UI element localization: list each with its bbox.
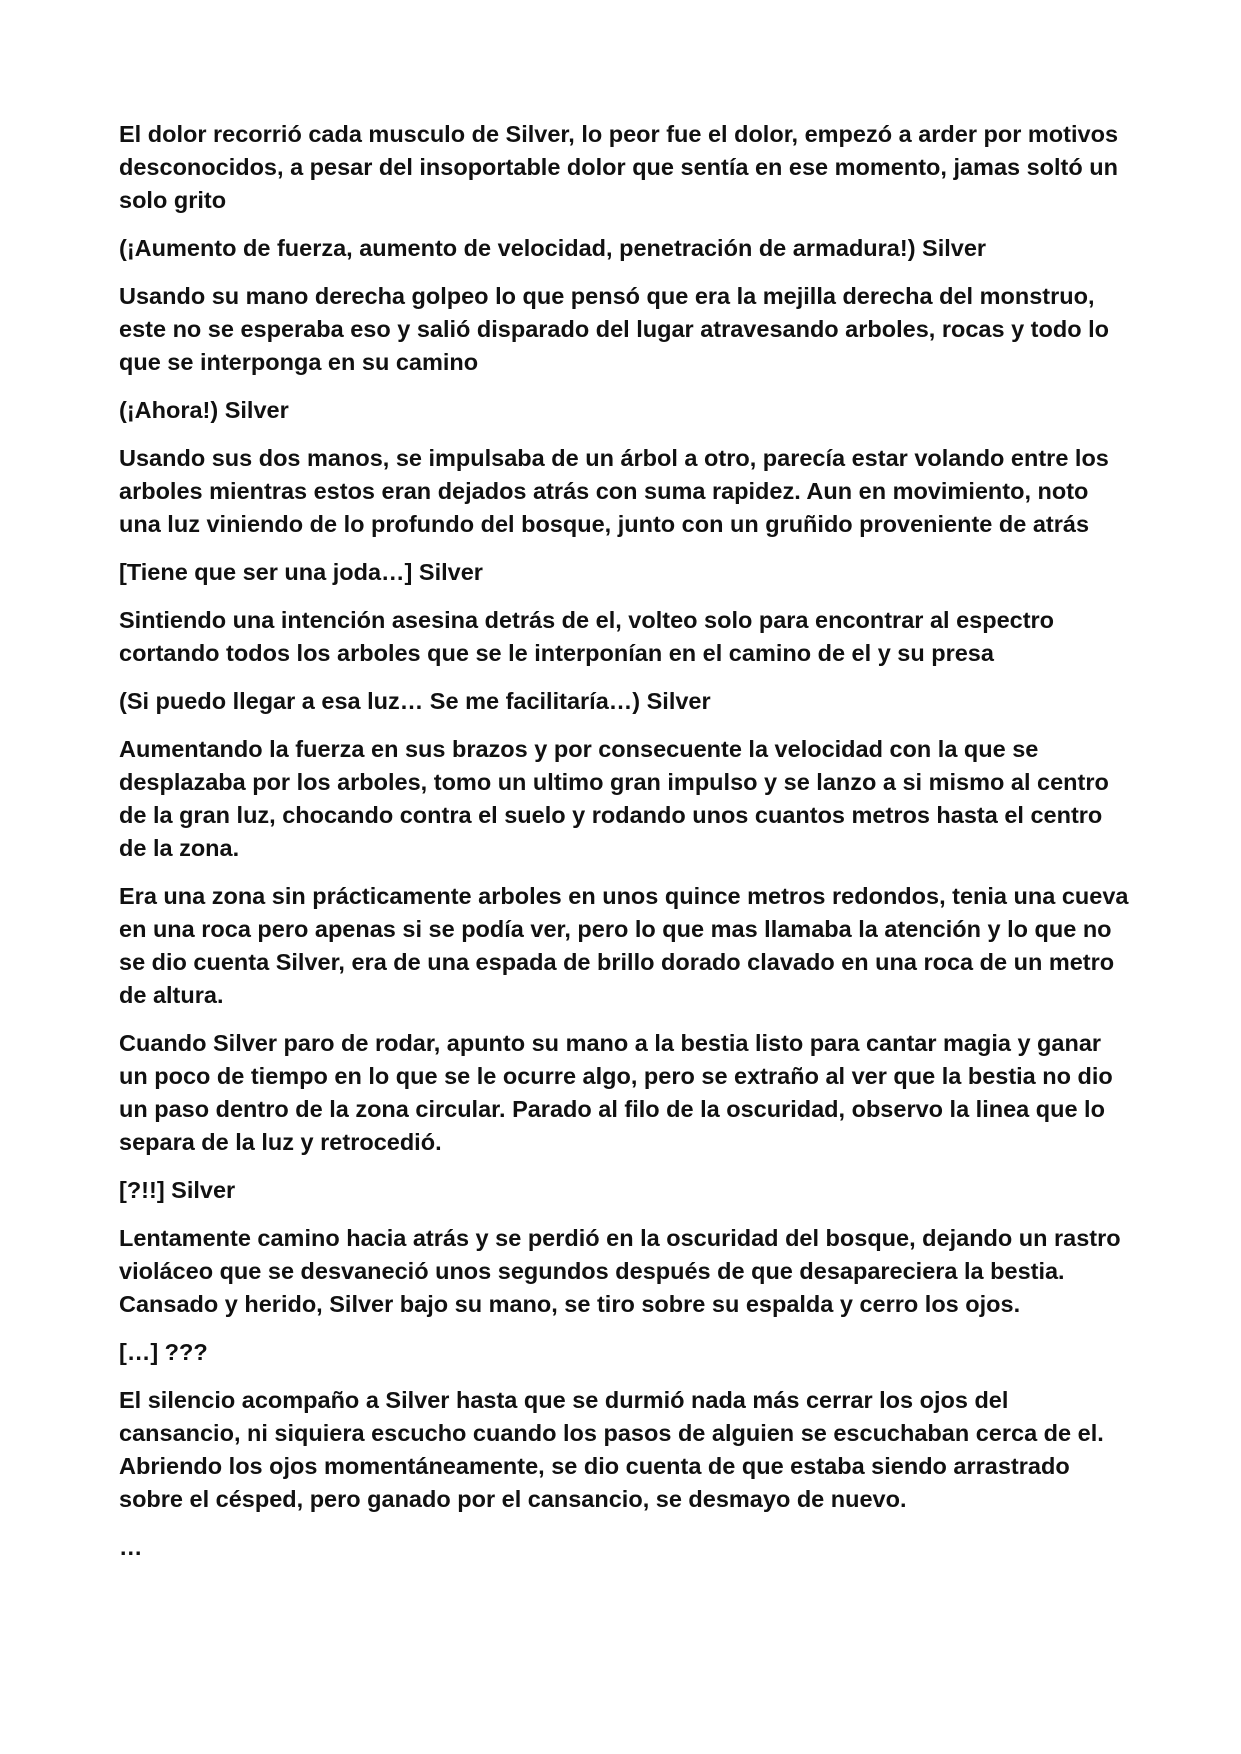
dialogue-line-2: (¡Ahora!) Silver	[119, 397, 289, 423]
paragraph-1: El dolor recorrió cada musculo de Silver, lo peor fue el dolor, empezó a arder por motivos desconocidos, a pesar del insoportable dolor que sentía en ese momento, jamas soltó un solo grito	[119, 121, 1119, 213]
paragraph-8: Lentamente camino hacia atrás y se perdió en la oscuridad del bosque, dejando un rastro violáceo que se desvaneció unos segundos después de que desapareciera la bestia. Cansado y herido, Silver bajo su mano, se tiro sobre su espalda y cerro los ojos.	[119, 1225, 1121, 1317]
document-body	[119, 118, 1129, 1579]
paragraph-5: Aumentando la fuerza en sus brazos y por consecuente la velocidad con la que se desplazaba por los arboles, tomo un ultimo gran impulso y se lanzo a si mismo al centro de la gran luz, chocando contra el suelo y rodando unos cuantos metros hasta el centro de la zona.	[119, 736, 1109, 861]
dialogue-line-4: (Si puedo llegar a esa luz… Se me facilitaría…) Silver	[119, 688, 711, 714]
dialogue-line-6: […] ???	[119, 1339, 208, 1365]
dialogue-line-3: [Tiene que ser una joda…] Silver	[119, 559, 483, 585]
dialogue-line-5: [?!!] Silver	[119, 1177, 236, 1203]
paragraph-3: Usando sus dos manos, se impulsaba de un árbol a otro, parecía estar volando entre los arboles mientras estos eran dejados atrás con suma rapidez. Aun en movimiento, noto una luz viniendo de lo profundo del bosque, junto con un gruñido proveniente de atrás	[119, 445, 1109, 537]
paragraph-6: Era una zona sin prácticamente arboles en unos quince metros redondos, tenia una cueva en una roca pero apenas si se podía ver, pero lo que mas llamaba la atención y lo que no se dio cuenta Silver, era de una espada de brillo dorado clavado en una roca de un metro de altura.	[119, 883, 1129, 1008]
paragraph-9: El silencio acompaño a Silver hasta que se durmió nada más cerrar los ojos del cansancio, ni siquiera escucho cuando los pasos de alguien se escuchaban cerca de el. Abriendo los ojos momentáneamente, se dio cuenta de que estaba siendo arrastrado sobre el césped, pero ganado por el cansancio, se desmayo de nuevo.	[119, 1387, 1104, 1512]
paragraph-4: Sintiendo una intención asesina detrás de el, volteo solo para encontrar al espectro cortando todos los arboles que se le interponían en el camino de el y su presa	[119, 607, 1055, 666]
dialogue-line-1: (¡Aumento de fuerza, aumento de velocidad, penetración de armadura!) Silver	[119, 235, 987, 261]
paragraph-2: Usando su mano derecha golpeo lo que pensó que era la mejilla derecha del monstruo, este no se esperaba eso y salió disparado del lugar atravesando arboles, rocas y todo lo que se interponga en su camino	[119, 283, 1109, 375]
ellipsis-line: …	[119, 1534, 143, 1560]
paragraph-7: Cuando Silver paro de rodar, apunto su mano a la bestia listo para cantar magia y ganar un poco de tiempo en lo que se le ocurre algo, pero se extraño al ver que la bestia no dio un paso dentro de la zona circular. Parado al filo de la oscuridad, observo la linea que lo separa de la luz y retrocedió.	[119, 1030, 1113, 1155]
